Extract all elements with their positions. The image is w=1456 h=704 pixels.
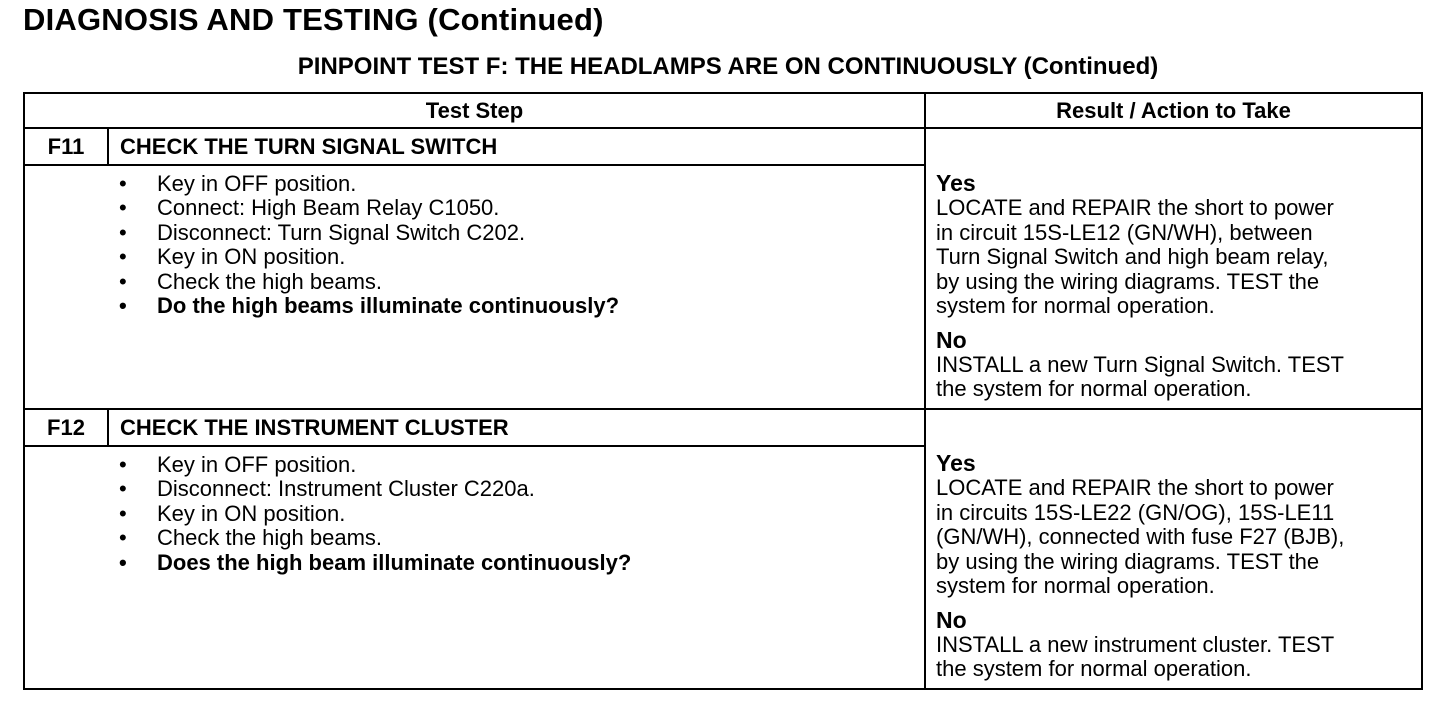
list-item: • Key in ON position. [119, 500, 346, 526]
yes-label: Yes [936, 450, 976, 476]
bullet-icon: • [119, 219, 127, 245]
yes-action-line: in circuits 15S-LE22 (GN/OG), 15S-LE11 [936, 499, 1335, 525]
step-id-f12: F12 [47, 415, 85, 440]
step-title-f11: CHECK THE TURN SIGNAL SWITCH [120, 134, 498, 159]
header-divider [25, 127, 1421, 129]
bullet-icon: • [119, 293, 127, 319]
no-action-line: the system for normal operation. [936, 656, 1252, 681]
list-item: • Key in ON position. [119, 244, 346, 270]
yes-label: Yes [936, 170, 976, 196]
column-divider [924, 94, 926, 688]
f11-id-divider [107, 129, 109, 164]
result-f12 [936, 450, 1421, 682]
step-list-f11 [117, 172, 619, 318]
bullet-icon: • [119, 500, 127, 526]
no-label: No [936, 606, 967, 633]
list-item-question: • Do the high beams illuminate continuously? [119, 293, 620, 319]
no-action-line: INSTALL a new instrument cluster. TEST [936, 631, 1335, 657]
bullet-icon: • [119, 452, 127, 477]
f12-title-divider [25, 445, 924, 447]
bullet-icon: • [119, 525, 127, 551]
list-item: • Check the high beams. [119, 525, 383, 551]
yes-action-line: in circuit 15S-LE12 (GN/WH), between [936, 219, 1313, 245]
yes-action-line: by using the wiring diagrams. TEST the [936, 268, 1320, 294]
f12-id-divider [107, 410, 109, 445]
list-item: • Key in OFF position. [119, 171, 357, 196]
f11-title-divider [25, 164, 924, 166]
bullet-icon: • [119, 476, 127, 502]
step-id-f11: F11 [47, 134, 85, 159]
list-item: • Check the high beams. [119, 268, 383, 294]
bullet-icon: • [119, 268, 127, 294]
no-action-line: INSTALL a new Turn Signal Switch. TEST [936, 351, 1344, 377]
result-action-header: Result / Action to Take [1056, 98, 1291, 123]
list-item-question: • Does the high beam illuminate continuously? [119, 549, 632, 575]
yes-action-line: system for normal operation. [936, 573, 1215, 598]
pinpoint-test-table [23, 92, 1423, 690]
no-action-line: the system for normal operation. [936, 376, 1252, 401]
list-item: • Key in OFF position. [119, 452, 357, 477]
step-list-f12 [117, 453, 631, 575]
bullet-icon: • [119, 195, 127, 221]
yes-action-line: Turn Signal Switch and high beam relay, [936, 244, 1329, 269]
step-title-f12: CHECK THE INSTRUMENT CLUSTER [120, 415, 509, 440]
row-divider [25, 408, 1421, 410]
test-step-header: Test Step [425, 98, 524, 123]
pinpoint-test-title: PINPOINT TEST F: THE HEADLAMPS ARE ON CONTINUOUSLY (Continued) [297, 53, 1159, 80]
yes-action-line: by using the wiring diagrams. TEST the [936, 548, 1320, 574]
page-title: DIAGNOSIS AND TESTING (Continued) [23, 2, 604, 37]
list-item: • Disconnect: Turn Signal Switch C202. [119, 219, 526, 245]
bullet-icon: • [119, 549, 127, 575]
yes-action-line: LOCATE and REPAIR the short to power [936, 195, 1334, 220]
list-item: • Connect: High Beam Relay C1050. [119, 195, 500, 221]
yes-action-line: LOCATE and REPAIR the short to power [936, 475, 1334, 500]
bullet-icon: • [119, 171, 127, 196]
list-item: • Disconnect: Instrument Cluster C220a. [119, 476, 535, 502]
yes-action-line: system for normal operation. [936, 293, 1215, 318]
result-f11 [936, 170, 1421, 402]
yes-action-line: (GN/WH), connected with fuse F27 (BJB), [936, 524, 1345, 549]
bullet-icon: • [119, 244, 127, 270]
no-label: No [936, 326, 967, 353]
